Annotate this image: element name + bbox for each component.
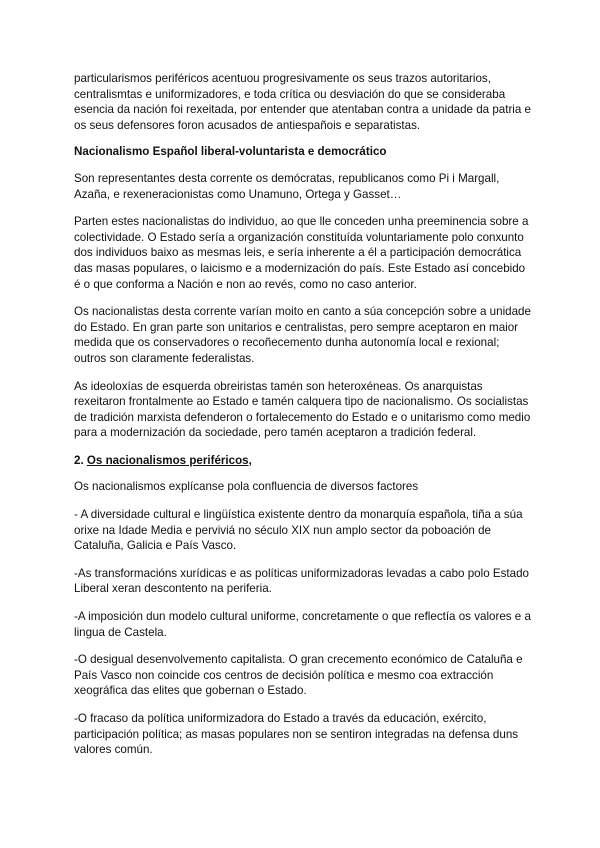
section-heading-liberal-nationalism: Nacionalismo Español liberal-voluntarista e democrático — [74, 145, 387, 159]
paragraph-continuation: particularismos periféricos acentuou progresivamente os seus trazos autoritarios, centralismtas e uniformizadores, e toda crítica ou desviación do que se consideraba esencia da nación foi rexeitada, por entender que atentaban contra a unidade da patria e os seus defensores foron acusados de antiespañois e separatistas. — [74, 72, 532, 132]
paragraph-individual: Parten estes nacionalistas do individuo, ao que lle conceden unha preeminencia sobre a colectividade. O Estado sería a organización constituída voluntariamente polo conxunto dos individuos baixo as mesmas leis, e sería inherente a él a participación democrática das masas populares, o laicismo e a modernización do país. Este Estado así concebido é o que conforma a Nación e non ao revés, como no caso anterior. — [74, 215, 529, 291]
paragraph-factors-intro: Os nacionalismos explícanse pola confluencia de diversos factores — [74, 480, 419, 494]
section-number: 2. — [74, 453, 87, 467]
section-title: Os nacionalismos periféricos, — [86, 453, 252, 467]
list-item-legal-transformations: -As transformacións xurídicas e as políticas uniformizadoras levadas a cabo polo Estado Liberal xeran descontento na periferia. — [74, 566, 529, 596]
list-item-uniformizing-failure: -O fracaso da política uniformizadora do Estado a través da educación, exército, participación política; as masas populares non se sentiron integradas na defensa duns valores común. — [74, 712, 519, 757]
document-page — [74, 71, 534, 770]
paragraph-left-ideologies: As ideoloxías de esquerda obreiristas tamén son heteroxéneas. Os anarquistas rexeitaron frontalmente ao Estado e tamén calquera tipo de nacionalismo. Os socialistas de tradición marxista defenderon o fortalecemento do Estado e o unitarismo como medio para a modernización da sociedade, pero tamén aceptaron a tradición federal. — [74, 379, 531, 440]
list-item-capitalist-development: -O desigual desenvolvemento capitalista. O gran crecemento económico de Cataluña e País Vasco non coincide cos centros de decisión política e mesmo coa extracción xeográfica das elites que gobernan o Estado. — [74, 653, 523, 698]
list-item-cultural-model: -A imposición dun modelo cultural uniforme, concretamente o que reflectía os valores e a lingua de Castela. — [74, 610, 531, 639]
section-heading-peripheral-nationalisms — [74, 453, 534, 469]
list-item-cultural-diversity: - A diversidade cultural e lingüística existente dentro da monarquía española, tiña a súa orixe na Idade Media e perviviá no século XIX nun amplo sector da poboación de Cataluña, Galicia e País Vasco. — [74, 508, 523, 553]
paragraph-state-unity: Os nacionalistas desta corrente varían moito en canto a súa concepción sobre a unidade do Estado. En gran parte son unitarios e centralistas, pero sempre aceptaron en maior medida que os conservadores o recoñecemento dunha autonomía local e rexional; outros son claramente federalistas. — [74, 305, 531, 365]
paragraph-representatives: Son representantes desta corrente os demócratas, republicanos como Pi i Margall, Azaña, e rexeneracionistas como Unamuno, Ortega y Gasset… — [74, 171, 500, 201]
